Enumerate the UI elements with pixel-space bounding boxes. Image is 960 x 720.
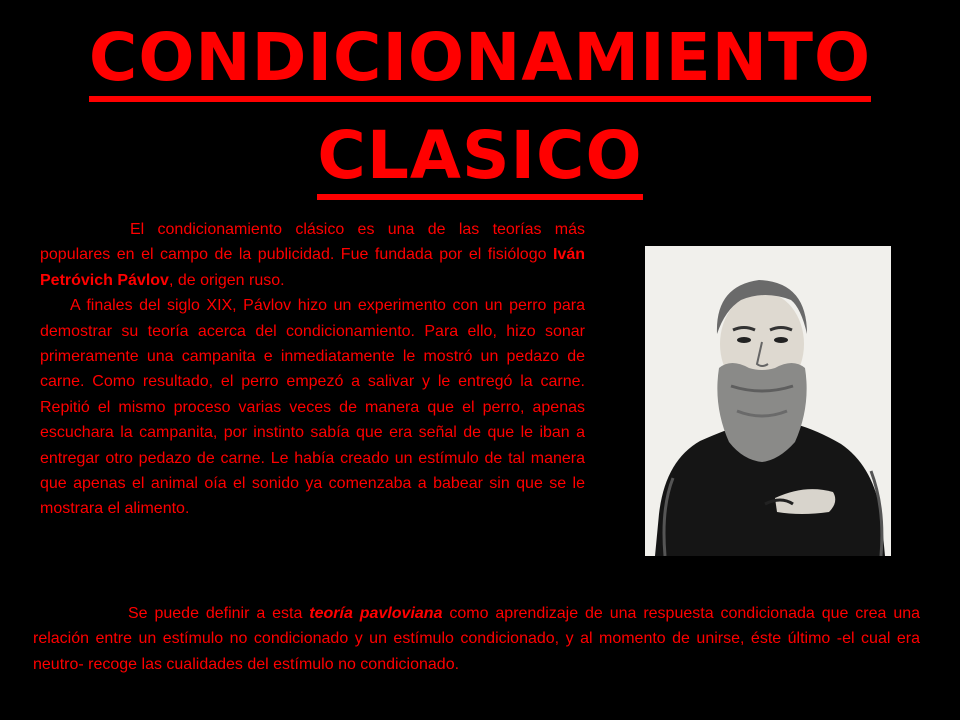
paragraph-definition [33, 601, 920, 677]
paragraph-definition-before: Se puede definir a esta [128, 605, 310, 622]
pavlov-portrait [645, 246, 891, 556]
title-text-2: CLASICO [317, 120, 642, 200]
pavlovian-theory-term: teoría pavloviana [309, 605, 443, 622]
paragraph-definition-after: como aprendizaje de una respuesta condicionada que crea una relación entre un estímulo no condicionado y un estímulo condicionado, y al momento de unirse, éste último -el cual era neutro- recoge las cualidades del estímulo no condicionado. [33, 605, 921, 673]
pavlov-name: Iván Petróvich Pávlov [40, 246, 585, 289]
left-text-column [40, 217, 585, 522]
title-text-1: CONDICIONAMIENTO [89, 22, 871, 102]
paragraph-experiment: A finales del siglo XIX, Pávlov hizo un experimento con un perro para demostrar su teoría acerca del condicionamiento. Para ello, hizo sonar primeramente una campanita e inmediatamente le mostró un pedazo de carne. Como resultado, el perro empezó a salivar y le entregó la carne. Repitió el mismo proceso varias veces de manera que el perro, apenas escuchara la campanita, por instinto sabía que era señal de que le iban a entregar otro pedazo de carne. Le había creado un estímulo de tal manera que apenas el animal oía el sonido ya comenzaba a babear sin que se le mostrara el alimento. [40, 297, 585, 518]
paragraph-intro [40, 217, 585, 293]
title-line-1 [0, 19, 960, 102]
title-line-2 [0, 117, 960, 200]
paragraph-intro-after: , de origen ruso. [168, 271, 285, 289]
paragraph-intro-before: El condicionamiento clásico es una de las teorías más populares en el campo de la publicidad. Fue fundada por el fisiólogo [40, 221, 585, 264]
portrait-photo-icon [645, 246, 891, 556]
